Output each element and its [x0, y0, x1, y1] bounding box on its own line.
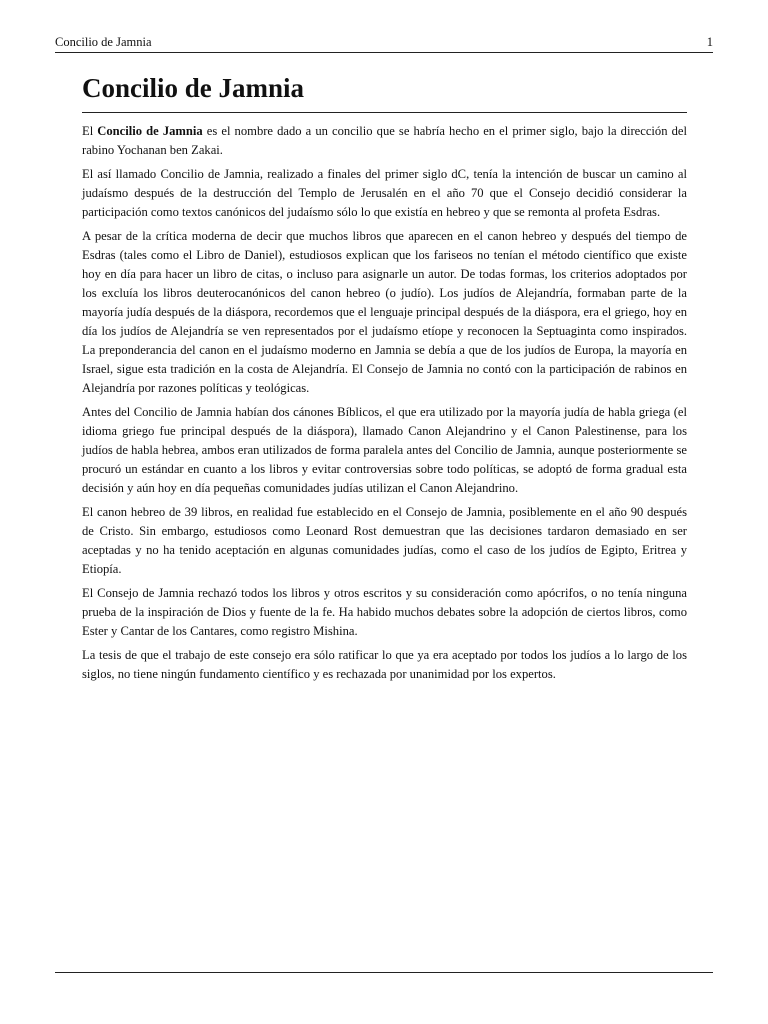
footer-rule: [55, 972, 713, 973]
paragraph-3: Antes del Concilio de Jamnia habían dos cánones Bíblicos, el que era utilizado por la mayoría judía de habla griega (el idioma griego fue principal después de la diáspora), llamado Canon Alejandrino y el Canon Palestinense, para los judíos de habla hebrea, ambos eran utilizados de forma paralela antes del Concilio de Jamnia, aunque posteriormente se procuró un estándar en cuanto a los libros y evitar controversias sobre todo políticas, se adoptó de forma gradual esta decisión y aún hoy en día pequeñas comunidades judías utilizan el Canon Alejandrino.: [82, 405, 687, 495]
paragraph-2: A pesar de la crítica moderna de decir que muchos libros que aparecen en el canon hebreo y después del tiempo de Esdras (tales como el Libro de Daniel), estudiosos explican que los fariseos no tenían el método científico que existe hoy en día para hacer un libro de citas, o incluso para asignarle un autor. De todas formas, los criterios adoptados por los excluía los libros deuterocanónicos del canon hebreo (o judío). Los judíos de Alejandría, formaban parte de la mayoría judía después de la diáspora, recordemos que el lenguaje principal después de la diáspora, era el griego, hoy en día los judíos de Alejandría se ven representados por el judaísmo etíope y reconocen la Septuaginta como inspirados. La preponderancia del canon en el judaísmo moderno en Jamnia se debía a que de los judíos de Europa, la mayoría en Israel, sigue esta tradición en la costa de Alejandría. El Consejo de Jamnia no contó con la participación de rabinos en Alejandría por razones políticas y teológicas.: [82, 229, 687, 395]
paragraph-5: El Consejo de Jamnia rechazó todos los libros y otros escritos y su consideración como apócrifos, o no tenía ninguna prueba de la inspiración de Dios y fuente de la fe. Ha habido muchos debates sobre la adopción de ciertos libros, como Ester y Cantar de los Cantares, como registro Mishina.: [82, 586, 687, 638]
article-body: [82, 70, 687, 684]
paragraph-4: El canon hebreo de 39 libros, en realidad fue establecido en el Consejo de Jamnia, posiblemente en el año 90 después de Cristo. Sin embargo, estudiosos como Leonard Rost demuestran que las decisiones tardaron demasiado en ser aceptadas y no ha tenido aceptación en algunas comunidades judías, como el caso de los judíos de Egipto, Eritrea y Etiopía.: [82, 505, 687, 576]
paragraph-6: La tesis de que el trabajo de este consejo era sólo ratificar lo que ya era aceptado por todos los judíos a lo largo de los siglos, no tiene ningún fundamento científico y es rechazada por unanimidad por los expertos.: [82, 648, 687, 681]
intro-paragraph: [82, 122, 687, 160]
paragraph-1: El así llamado Concilio de Jamnia, realizado a finales del primer siglo dC, tenía la intención de buscar un camino al judaísmo después de la destrucción del Templo de Jerusalén en el año 70 que el Consejo decidió considerar la participación como textos canónicos del judaísmo sólo lo que existía en hebreo y que se remonta al profeta Esdras.: [82, 167, 687, 219]
intro-text-after: es el nombre dado a un concilio que se habría hecho en el primer siglo, bajo la dirección del rabino Yochanan ben Zakai.: [82, 124, 687, 157]
intro-bold-term: Concilio de Jamnia: [97, 124, 203, 138]
article-title: Concilio de Jamnia: [82, 70, 687, 113]
running-header: [55, 34, 713, 53]
running-title: Concilio de Jamnia: [55, 35, 152, 49]
intro-text-before: El: [82, 124, 98, 138]
page-number: 1: [706, 35, 713, 49]
